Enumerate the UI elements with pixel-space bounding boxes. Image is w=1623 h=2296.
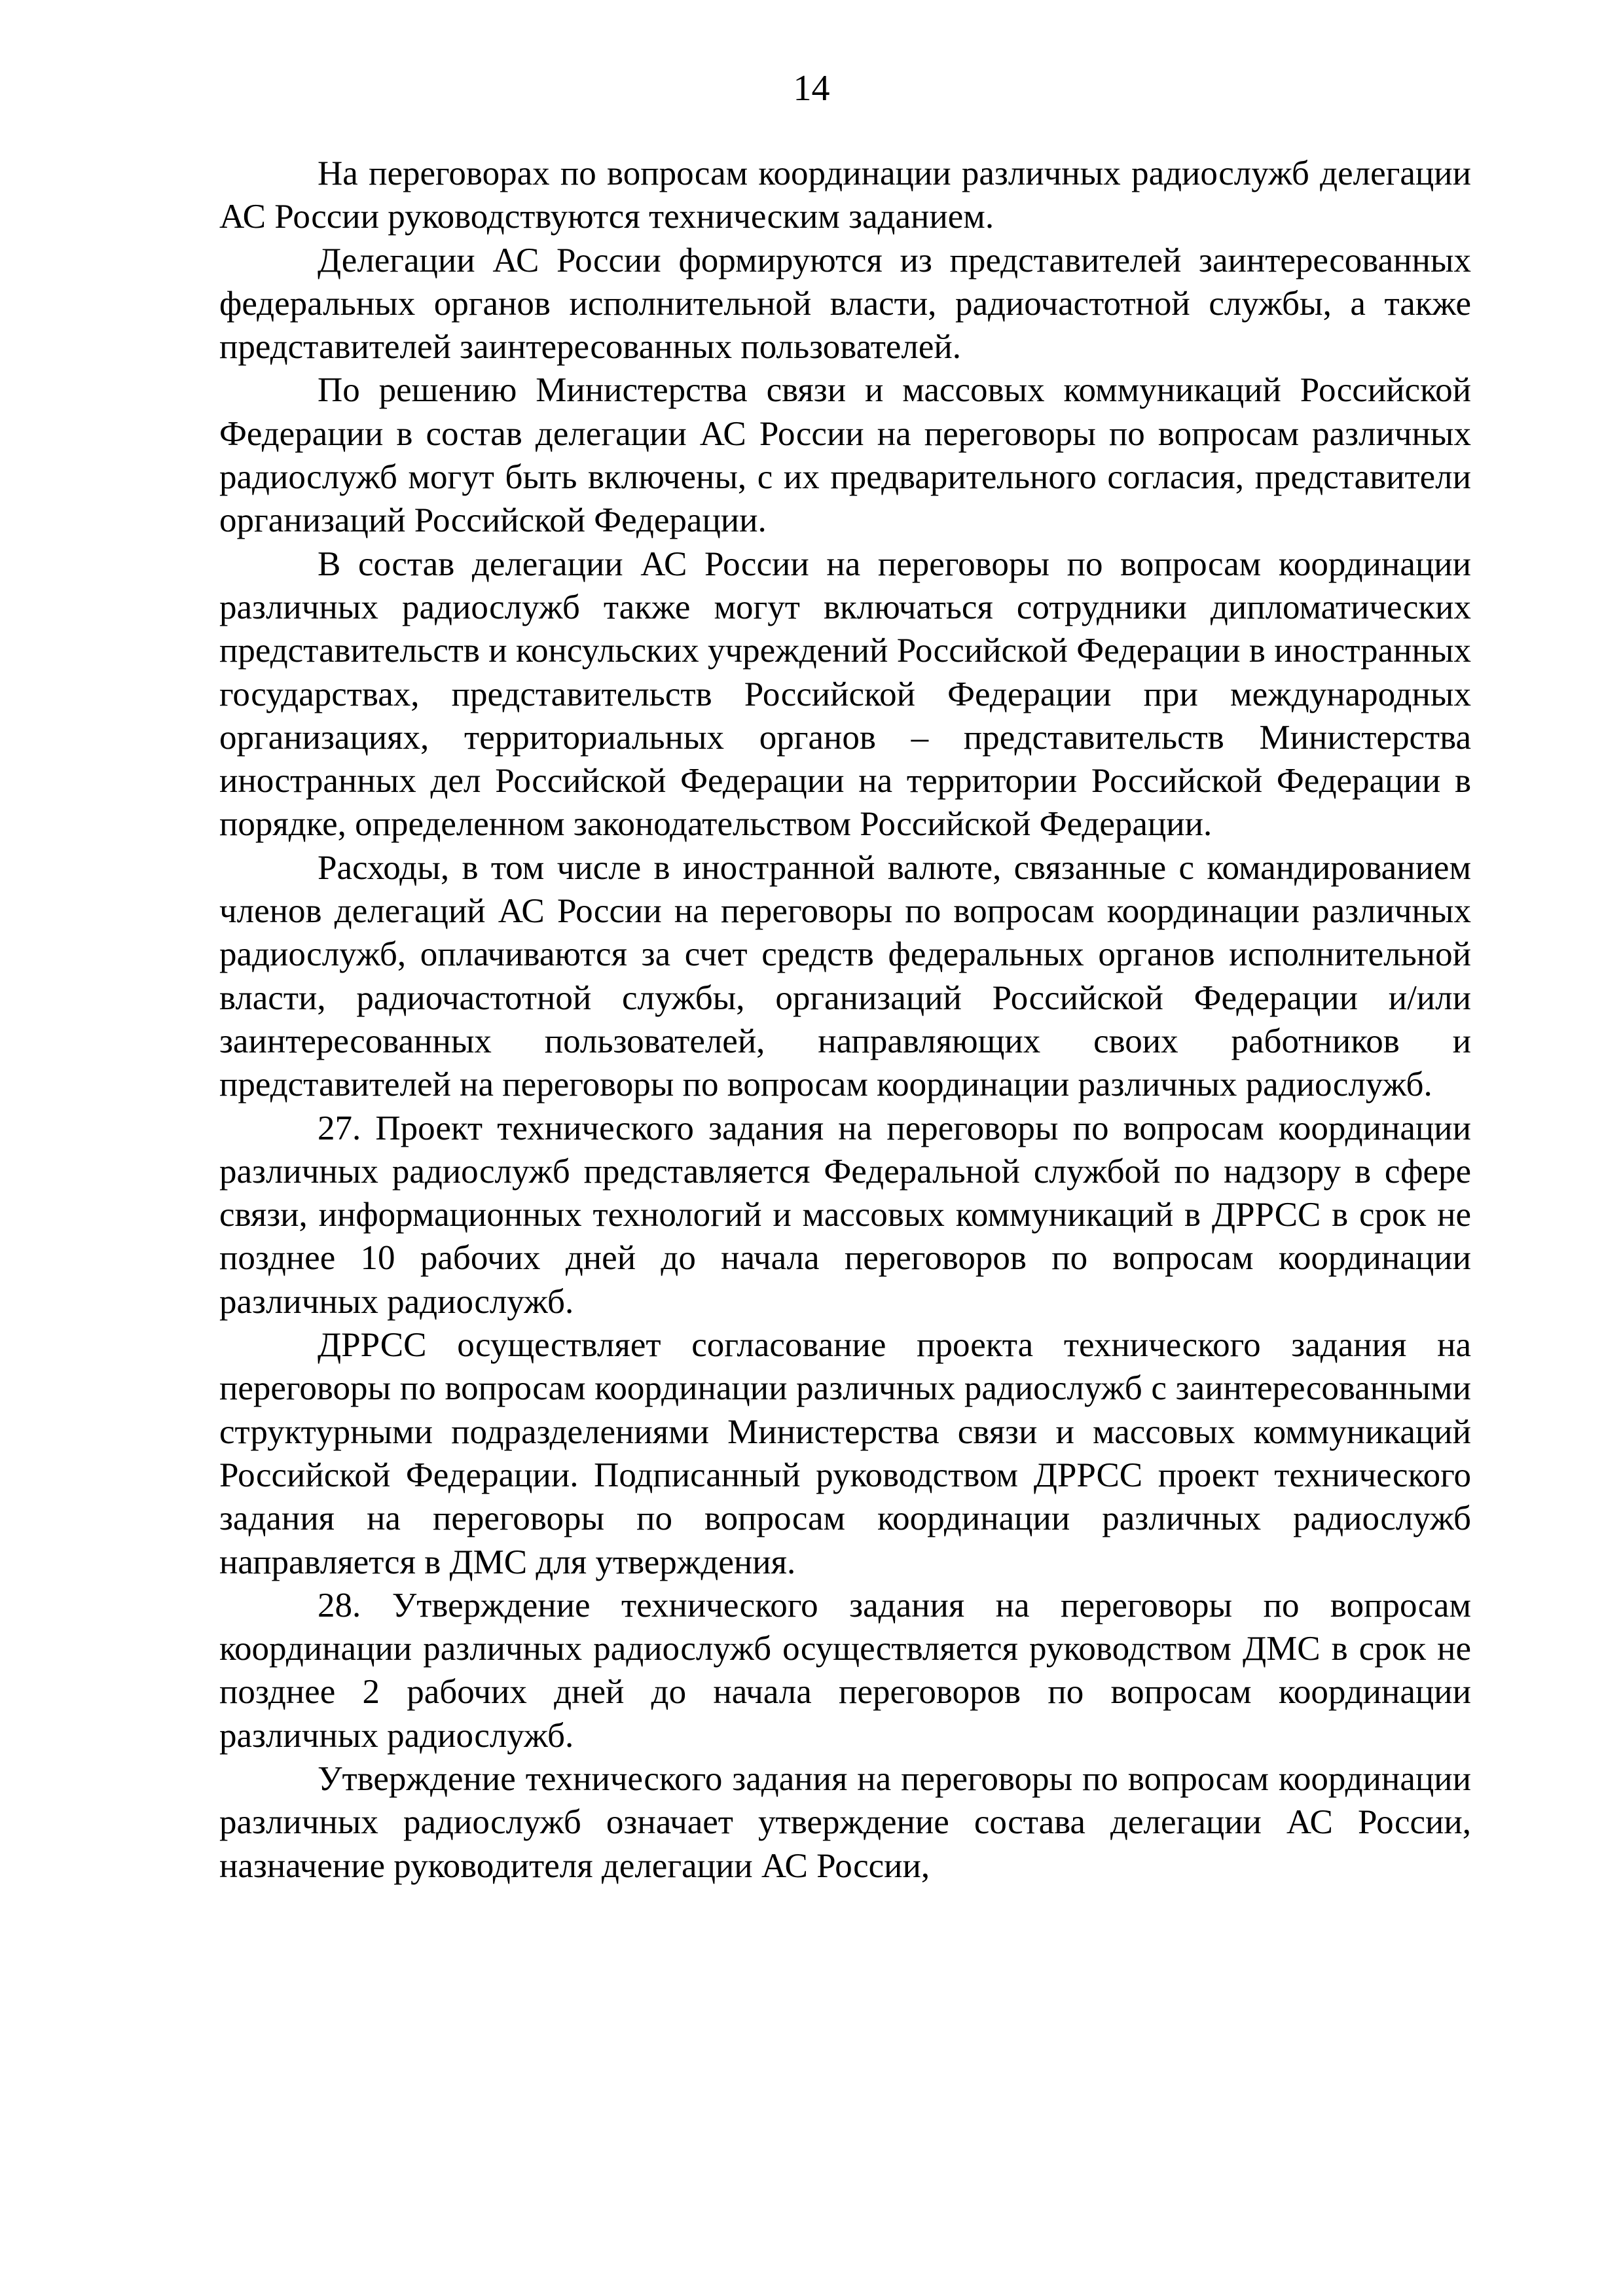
paragraph-clause-27: 27. Проект технического задания на переговоры по вопросам координации различных радиослужб представляется Федеральной службой по надзору в сфере связи, информационных технологий и массовых коммуникаций в ДРРСС в срок не позднее 10 рабочих дней до начала переговоров по вопросам координации различных радиослужб. bbox=[219, 1109, 1471, 1321]
document-body bbox=[219, 152, 1471, 1888]
paragraph-approval-meaning: Утверждение технического задания на переговоры по вопросам координации различных радиослужб означает утверждение состава делегации АС России, назначение руководителя делегации АС России, bbox=[219, 1759, 1471, 1885]
paragraph-diplomatic-staff: В состав делегации АС России на переговоры по вопросам координации различных радиослужб также могут включаться сотрудники дипломатических представительств и консульских учреждений Российской Федерации в иностранных государствах, представительств Российской Федерации при международных организациях, территориальных органов – представительств Министерства иностранных дел Российской Федерации на территории Российской Федерации в порядке, определенном законодательством Российской Федерации. bbox=[219, 545, 1471, 844]
paragraph-clause-28: 28. Утверждение технического задания на переговоры по вопросам координации различных радиослужб осуществляется руководством ДМС в срок не позднее 2 рабочих дней до начала переговоров по вопросам координации различных радиослужб. bbox=[219, 1586, 1471, 1755]
paragraph-delegation-guidance: На переговорах по вопросам координации различных радиослужб делегации АС России руководствуются техническим заданием. bbox=[219, 154, 1471, 236]
paragraph-ministry-decision: По решению Министерства связи и массовых коммуникаций Российской Федерации в состав делегации АС России на переговоры по вопросам различных радиослужб могут быть включены, с их предварительного согласия, представители организаций Российской Федерации. bbox=[219, 371, 1471, 540]
paragraph-delegation-composition: Делегации АС России формируются из представителей заинтересованных федеральных органов исполнительной власти, радиочастотной службы, а также представителей заинтересованных пользователей. bbox=[219, 241, 1471, 367]
page-number: 14 bbox=[793, 68, 830, 109]
paragraph-drrss-approval: ДРРСС осуществляет согласование проекта технического задания на переговоры по вопросам координации различных радиослужб с заинтересованными структурными подразделениями Министерства связи и массовых коммуникаций Российской Федерации. Подписанный руководством ДРРСС проект технического задания на переговоры по вопросам координации различных радиослужб направляется в ДМС для утверждения. bbox=[219, 1326, 1471, 1581]
paragraph-expenses: Расходы, в том числе в иностранной валюте, связанные с командированием членов делегаций АС России на переговоры по вопросам координации различных радиослужб, оплачиваются за счет средств федеральных органов исполнительной власти, радиочастотной службы, организаций Российской Федерации и/или заинтересованных пользователей, направляющих своих работников и представителей на переговоры по вопросам координации различных радиослужб. bbox=[219, 848, 1471, 1104]
